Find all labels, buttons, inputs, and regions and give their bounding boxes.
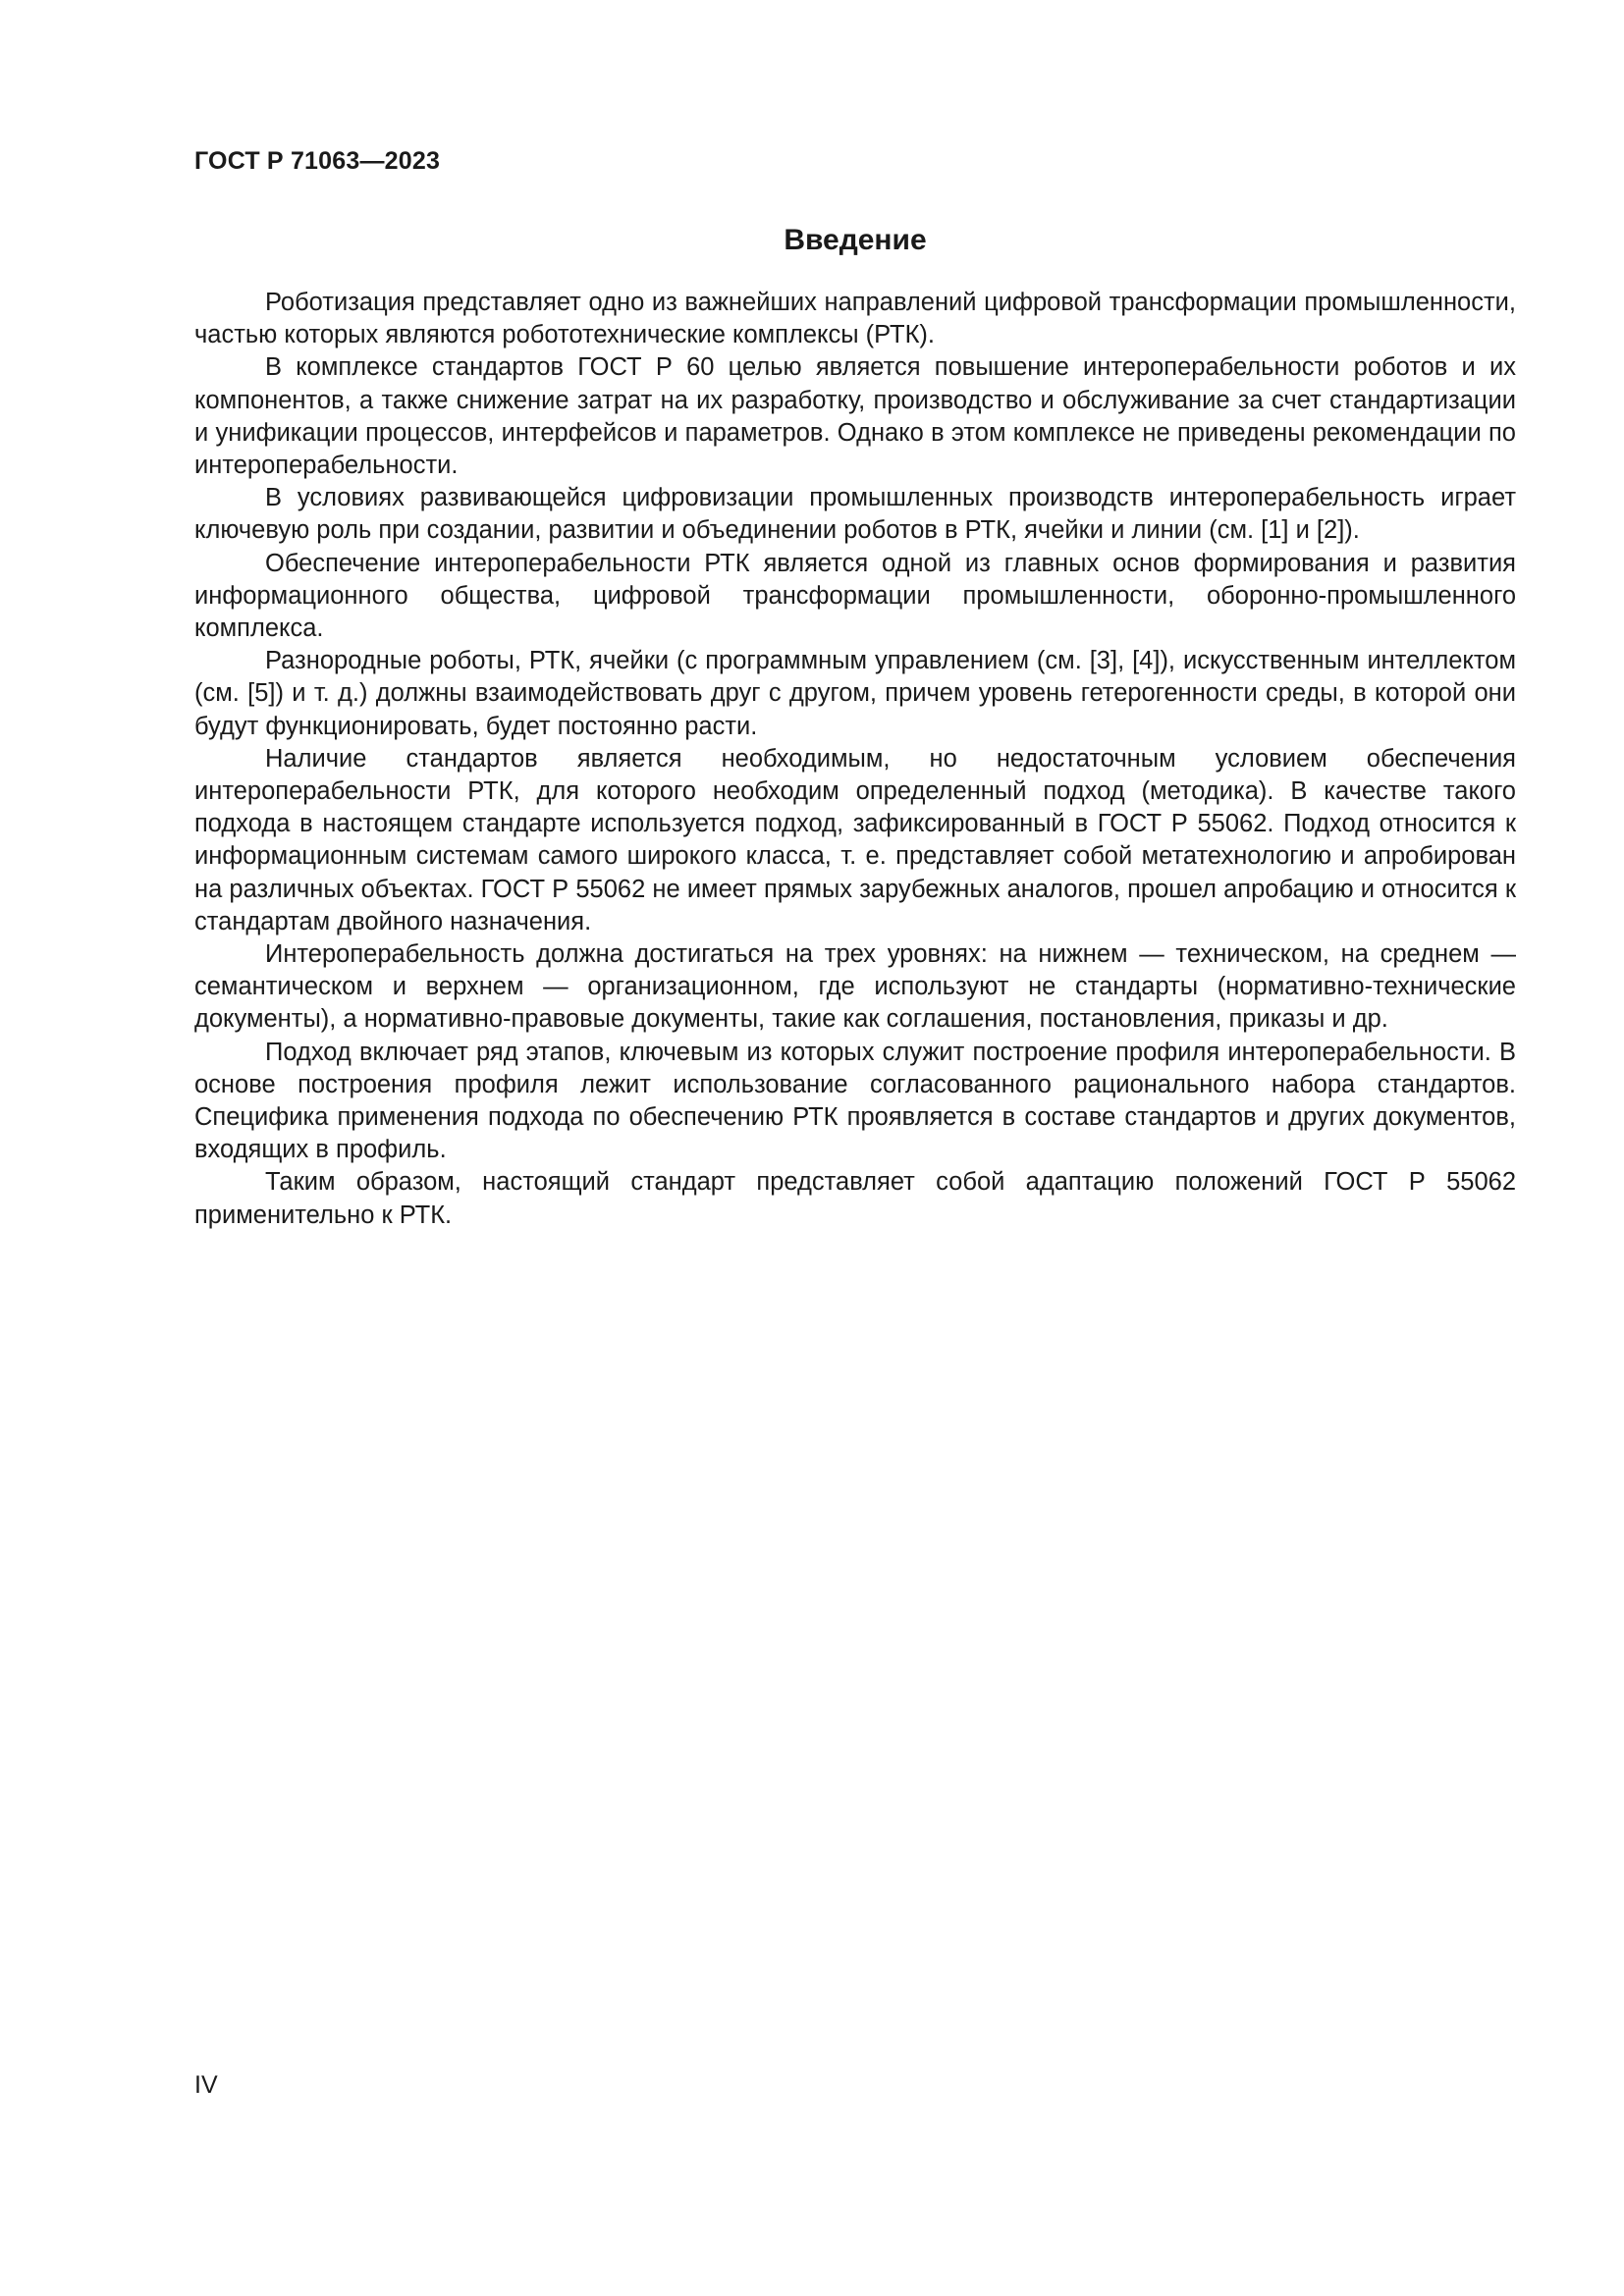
paragraph: Подход включает ряд этапов, ключевым из которых служит построение профиля интероперабельности. В основе построения профиля лежит использование согласованного рационального набора стандартов. Специфика применения подхода по обеспечению РТК проявляется в составе стандартов и других документов, входящих в профиль. <box>194 1038 1516 1164</box>
paragraph: Наличие стандартов является необходимым, но недостаточным условием обеспечения интероперабельности РТК, для которого необходим определенный подход (методика). В качестве такого подхода в настоящем стандарте используется подход, зафиксированный в ГОСТ Р 55062. Подход относится к информационным системам самого широкого класса, т. е. представляет собой метатехнологию и апробирован на различных объектах. ГОСТ Р 55062 не имеет прямых зарубежных аналогов, прошел апробацию и относится к стандартам двойного назначения. <box>194 744 1516 935</box>
page-number: IV <box>194 2071 218 2099</box>
paragraph: Таким образом, настоящий стандарт представляет собой адаптацию положений ГОСТ Р 55062 применительно к РТК. <box>194 1168 1516 1229</box>
paragraph: В комплексе стандартов ГОСТ Р 60 целью является повышение интероперабельности роботов и их компонентов, а также снижение затрат на их разработку, производство и обслуживание за счет стандартизации и унификации процессов, интерфейсов и параметров. Однако в этом комплексе не приведены рекомендации по интероперабельности. <box>194 353 1516 480</box>
paragraph: Разнородные роботы, РТК, ячейки (с программным управлением (см. [3], [4]), искусственным интеллектом (см. [5]) и т. д.) должны взаимодействовать друг с другом, причем уровень гетерогенности среды, в которой они будут функционировать, будет постоянно расти. <box>194 647 1516 740</box>
paragraph: Интероперабельность должна достигаться на трех уровнях: на нижнем — техническом, на среднем — семантическом и верхнем — организационном, где используют не стандарты (нормативно-технические документы), а нормативно-правовые документы, такие как соглашения, постановления, приказы и др. <box>194 940 1516 1034</box>
paragraph: Роботизация представляет одно из важнейших направлений цифровой трансформации промышленности, частью которых являются робототехнические комплексы (РТК). <box>194 289 1516 349</box>
paragraph: Обеспечение интероперабельности РТК является одной из главных основ формирования и развития информационного общества, цифровой трансформации промышленности, оборонно-промышленного комплекса. <box>194 549 1516 643</box>
introduction-body <box>194 287 1516 1232</box>
standard-code-header: ГОСТ Р 71063—2023 <box>194 147 441 175</box>
section-title: Введение <box>784 224 927 256</box>
paragraph: В условиях развивающейся цифровизации промышленных производств интероперабельность играет ключевую роль при создании, развитии и объединении роботов в РТК, ячейки и линии (см. [1] и [2]). <box>194 484 1516 545</box>
